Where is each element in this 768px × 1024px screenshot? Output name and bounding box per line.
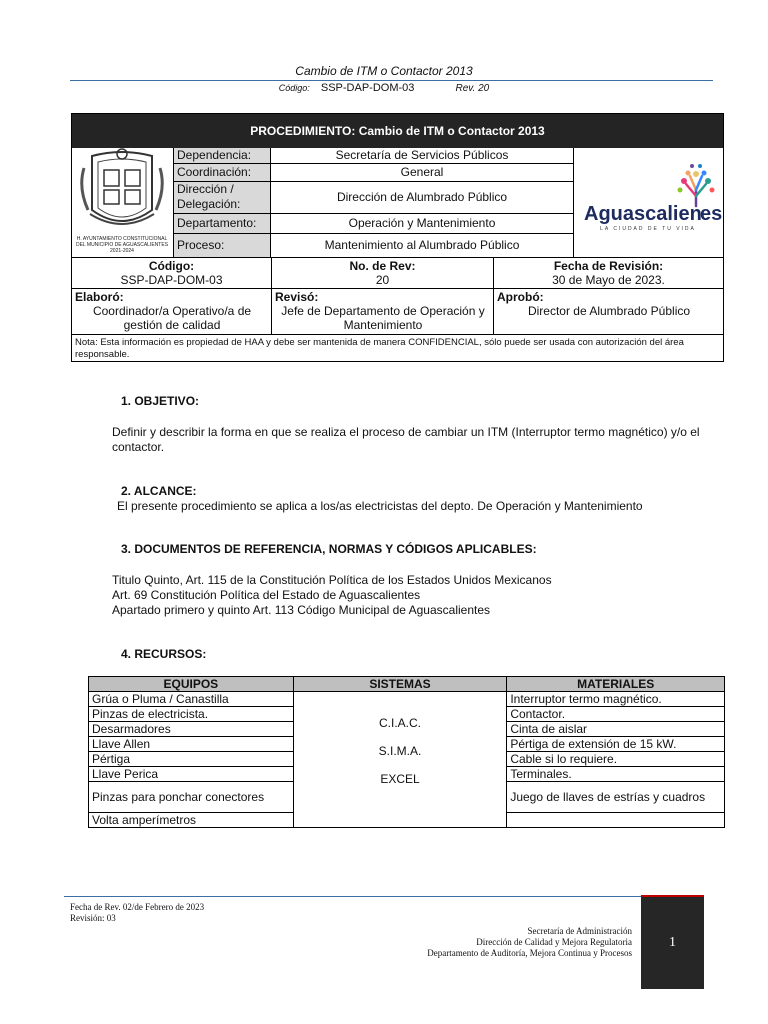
logo-tagline: LA CIUDAD DE TU VIDA (600, 226, 696, 232)
page-number: 1 (641, 897, 704, 989)
equipo-cell: Pinzas para ponchar conectores (89, 782, 294, 813)
elaboro-value: Coordinador/a Operativo/a de gestión de calidad (92, 304, 252, 332)
fecha-value: 30 de Mayo de 2023. (552, 273, 665, 287)
footer-rev-date: Fecha de Rev. 02/de Febrero de 2023 (70, 902, 205, 912)
aprobo-value: Director de Alumbrado Público (527, 304, 691, 318)
label-departamento: Departamento: (174, 214, 271, 234)
header-sistemas: SISTEMAS (293, 677, 507, 692)
equipo-cell: Llave Allen (89, 737, 294, 752)
footer-departamento: Departamento de Auditoría, Mejora Continua y Procesos (427, 948, 632, 958)
codigo-label: Código: (148, 259, 195, 273)
label-proceso: Proceso: (174, 234, 271, 258)
elaboro-label: Elaboró: (75, 290, 124, 304)
label-dependencia: Dependencia: (174, 148, 271, 164)
header-code-line (0, 82, 768, 94)
sistemas-cell (293, 692, 507, 828)
equipo-cell: Pinzas de electricista. (89, 707, 294, 722)
reference-line: Art. 69 Constitución Política del Estado de Aguascalientes (112, 588, 421, 602)
aprobo-label: Aprobó: (497, 290, 544, 304)
logo-text-end: es (700, 203, 723, 225)
label-coordinacion: Coordinación: (174, 164, 271, 182)
equipo-cell: Desarmadores (89, 722, 294, 737)
elaboro-cell (72, 289, 272, 335)
aprobo-cell (494, 289, 723, 335)
material-cell: Interruptor termo magnético. (507, 692, 725, 707)
section-1-text: Definir y describir la forma en que se realiza el proceso de cambiar un ITM (Interruptor termo magnético) y/o el contactor. (112, 425, 700, 454)
material-cell: Terminales. (507, 767, 725, 782)
reference-line: Titulo Quinto, Art. 115 de la Constitución Política de los Estados Unidos Mexicanos (112, 573, 552, 587)
value-proceso: Mantenimiento al Alumbrado Público (271, 234, 574, 258)
equipo-cell: Volta amperímetros (89, 813, 294, 828)
document-title: Cambio de ITM o Contactor 2013 (295, 64, 473, 78)
reference-line: Apartado primero y quinto Art. 113 Código Municipal de Aguascalientes (112, 603, 491, 617)
material-cell (507, 813, 725, 828)
logo-text-main: Aguascalien (584, 203, 702, 225)
procedure-heading: PROCEDIMIENTO: Cambio de ITM o Contactor 2013 (72, 114, 723, 148)
fecha-cell (494, 258, 723, 289)
material-cell: Cinta de aislar (507, 722, 725, 737)
material-cell: Juego de llaves de estrías y cuadros (507, 782, 725, 813)
norev-cell (272, 258, 494, 289)
sistema-item: C.I.A.C. (379, 716, 422, 730)
crest-caption-1: H. AYUNTAMIENTO CONSTITUCIONAL (76, 236, 168, 242)
sistema-item: S.I.M.A. (378, 744, 422, 758)
confidential-note: Nota: Esta información es propiedad de HAA y debe ser mantenida de manera CONFIDENCIAL, sólo puede ser usada con autorización del área responsable. (75, 337, 684, 360)
municipal-crest (72, 148, 174, 258)
footer-revision: Revisión: 03 (70, 913, 116, 923)
crest-caption-2: DEL MUNICIPIO DE AGUASCALIENTES (75, 242, 169, 248)
header-materiales: MATERIALES (507, 677, 725, 692)
header-divider (70, 80, 713, 81)
crest-emblem-icon (72, 148, 172, 256)
footer-department-info (300, 926, 632, 959)
equipo-cell: Grúa o Pluma / Canastilla (89, 692, 294, 707)
section-3-references (112, 573, 712, 618)
code-value: SSP-DAP-DOM-03 (320, 82, 415, 94)
crest-caption-3: 2021-2024 (110, 248, 134, 254)
section-1-title: 1. OBJETIVO: (121, 394, 200, 408)
label-direccion: Dirección / Delegación: (174, 182, 271, 214)
reviso-label: Revisó: (275, 290, 319, 304)
equipo-cell: Llave Perica (89, 767, 294, 782)
revision-label: Rev. 20 (455, 83, 490, 94)
codigo-value: SSP-DAP-DOM-03 (120, 273, 223, 287)
city-logo-icon (574, 148, 723, 256)
procedure-header-block (71, 113, 724, 362)
norev-label: No. de Rev: (349, 259, 416, 273)
code-label: Código: (278, 83, 310, 93)
footer-secretaria: Secretaría de Administración (527, 926, 632, 936)
footer-direccion: Dirección de Calidad y Mejora Regulatoria (476, 937, 632, 947)
aguascalientes-logo (574, 148, 723, 258)
reviso-value: Jefe de Departamento de Operación y Mantenimiento (281, 304, 485, 332)
section-4-title: 4. RECURSOS: (121, 647, 207, 661)
section-3-title: 3. DOCUMENTOS DE REFERENCIA, NORMAS Y CÓDIGOS APLICABLES: (121, 542, 537, 556)
section-2-title: 2. ALCANCE: (121, 484, 197, 498)
value-direccion: Dirección de Alumbrado Público (271, 182, 574, 214)
codigo-cell (72, 258, 272, 289)
table-row (89, 692, 725, 707)
section-2-text: El presente procedimiento se aplica a los/as electricistas del depto. De Operación y Mantenimiento (117, 499, 643, 513)
sistema-item: EXCEL (380, 772, 420, 786)
footer-divider (64, 896, 642, 897)
material-cell: Pértiga de extensión de 15 kW. (507, 737, 725, 752)
value-dependencia: Secretaría de Servicios Públicos (271, 148, 574, 164)
equipo-cell: Pértiga (89, 752, 294, 767)
resources-table (88, 676, 725, 828)
header-equipos: EQUIPOS (89, 677, 294, 692)
footer-revision-info (70, 902, 204, 924)
norev-value: 20 (375, 273, 390, 287)
table-header-row (89, 677, 725, 692)
material-cell: Contactor. (507, 707, 725, 722)
material-cell: Cable si lo requiere. (507, 752, 725, 767)
fecha-label: Fecha de Revisión: (553, 259, 664, 273)
value-departamento: Operación y Mantenimiento (271, 214, 574, 234)
value-coordinacion: General (271, 164, 574, 182)
reviso-cell (272, 289, 494, 335)
